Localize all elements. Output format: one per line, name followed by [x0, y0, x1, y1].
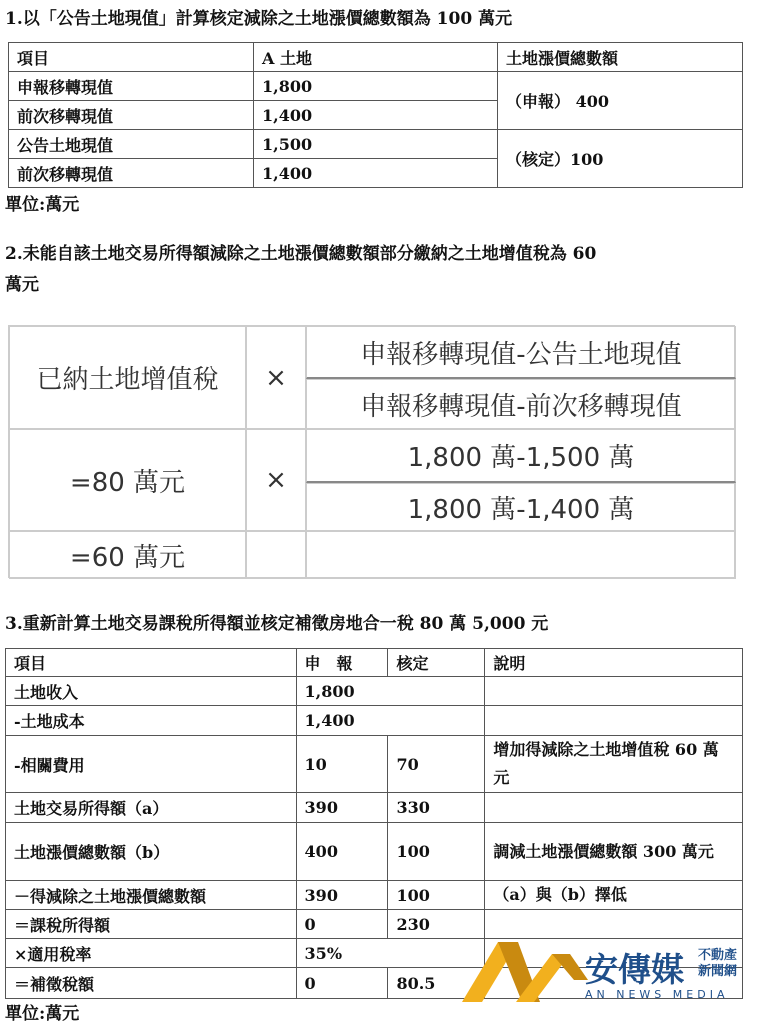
approved-value: 230	[388, 910, 485, 939]
logo-sub2: 新聞網	[698, 964, 738, 979]
row-value: 1,500	[254, 130, 498, 159]
row-value: 1,400	[254, 101, 498, 130]
row-label: ×適用稅率	[6, 939, 297, 968]
merged-value: 35%	[296, 939, 485, 968]
approved-value: 330	[388, 793, 485, 823]
empty-cell	[306, 531, 736, 579]
row-label: －得減除之土地漲價總數額	[6, 881, 297, 910]
approved-increment: （核定）100	[498, 130, 743, 188]
note-cell	[485, 910, 743, 939]
denominator-1: 申報移轉現值-前次移轉現值	[306, 379, 736, 429]
row-label: 前次移轉現值	[9, 159, 254, 188]
formula-box	[8, 325, 735, 578]
section2-title: 2.未能自該土地交易所得額減除之土地漲價總數額部分繳納之土地增值稅為 60	[5, 244, 597, 264]
approved-value: 70	[388, 736, 485, 793]
table-row	[6, 706, 743, 736]
numerator-2: 1,800 萬-1,500 萬	[306, 429, 736, 483]
header-cell: 項目	[6, 649, 297, 677]
row-label: -相關費用	[6, 736, 297, 793]
approved-value: 100	[388, 881, 485, 910]
section2-title-cont: 萬元	[5, 275, 39, 295]
denominator-2: 1,800 萬-1,400 萬	[306, 483, 736, 531]
declared-value: 400	[296, 823, 388, 881]
section1-title: 1.以「公告土地現值」計算核定減除之土地漲價總數額為 100 萬元	[5, 9, 513, 29]
row-value: 1,800	[254, 72, 498, 101]
row-label: 土地交易所得額（a）	[6, 793, 297, 823]
note-cell	[485, 677, 743, 706]
logo-name: 安傳媒	[585, 950, 684, 989]
result-80: =80 萬元	[9, 429, 246, 531]
row-value: 1,400	[254, 159, 498, 188]
note-cell: （a）與（b）擇低	[485, 881, 743, 910]
logo-sub1: 不動產	[698, 948, 738, 963]
header-cell: 申 報	[296, 649, 388, 677]
declared-value: 0	[296, 968, 388, 999]
header-cell: 說明	[485, 649, 743, 677]
unit-note-3: 單位:萬元	[5, 1004, 80, 1024]
table-header-row	[6, 649, 743, 677]
declared-value: 390	[296, 793, 388, 823]
row-label: 土地收入	[6, 677, 297, 706]
row-label: 公告土地現值	[9, 130, 254, 159]
row-label: -土地成本	[6, 706, 297, 736]
result-60: =60 萬元	[9, 531, 246, 579]
an-news-media-logo	[460, 940, 750, 1005]
header-land-a: A 土地	[254, 43, 498, 72]
declared-increment: （申報） 400	[498, 72, 743, 130]
table-row	[6, 881, 743, 910]
logo-mark-icon	[460, 940, 590, 1005]
table-row	[6, 793, 743, 823]
note-cell	[485, 793, 743, 823]
table-row	[6, 736, 743, 793]
row-label: 前次移轉現值	[9, 101, 254, 130]
formula-label: 已納土地增值稅	[9, 326, 246, 429]
unit-note-1: 單位:萬元	[5, 195, 80, 215]
merged-value: 1,800	[296, 677, 485, 706]
note-cell: 調減土地漲價總數額 300 萬元	[485, 823, 743, 881]
note-cell: 增加得減除之土地增值稅 60 萬元	[485, 736, 743, 793]
merged-value: 1,400	[296, 706, 485, 736]
times-sign: ×	[246, 429, 306, 531]
approved-value: 100	[388, 823, 485, 881]
declared-value: 10	[296, 736, 388, 793]
row-label: ＝補徵稅額	[6, 968, 297, 999]
numerator-1: 申報移轉現值-公告土地現值	[306, 326, 736, 379]
times-sign: ×	[246, 326, 306, 429]
header-increment: 土地漲價總數額	[498, 43, 743, 72]
note-cell	[485, 706, 743, 736]
declared-value: 0	[296, 910, 388, 939]
row-label: 申報移轉現值	[9, 72, 254, 101]
row-label: ＝課稅所得額	[6, 910, 297, 939]
header-cell: 核定	[388, 649, 485, 677]
empty-cell	[246, 531, 306, 579]
section3-title: 3.重新計算土地交易課稅所得額並核定補徵房地合一稅 80 萬 5,000 元	[5, 614, 549, 634]
table-row	[6, 823, 743, 881]
header-item: 項目	[9, 43, 254, 72]
declared-value: 390	[296, 881, 388, 910]
logo-english: AN NEWS MEDIA	[585, 988, 729, 1001]
table-row	[6, 677, 743, 706]
row-label: 土地漲價總數額（b）	[6, 823, 297, 881]
land-value-table	[8, 42, 743, 188]
approved-value: 80.5	[388, 968, 485, 999]
table-row	[6, 910, 743, 939]
